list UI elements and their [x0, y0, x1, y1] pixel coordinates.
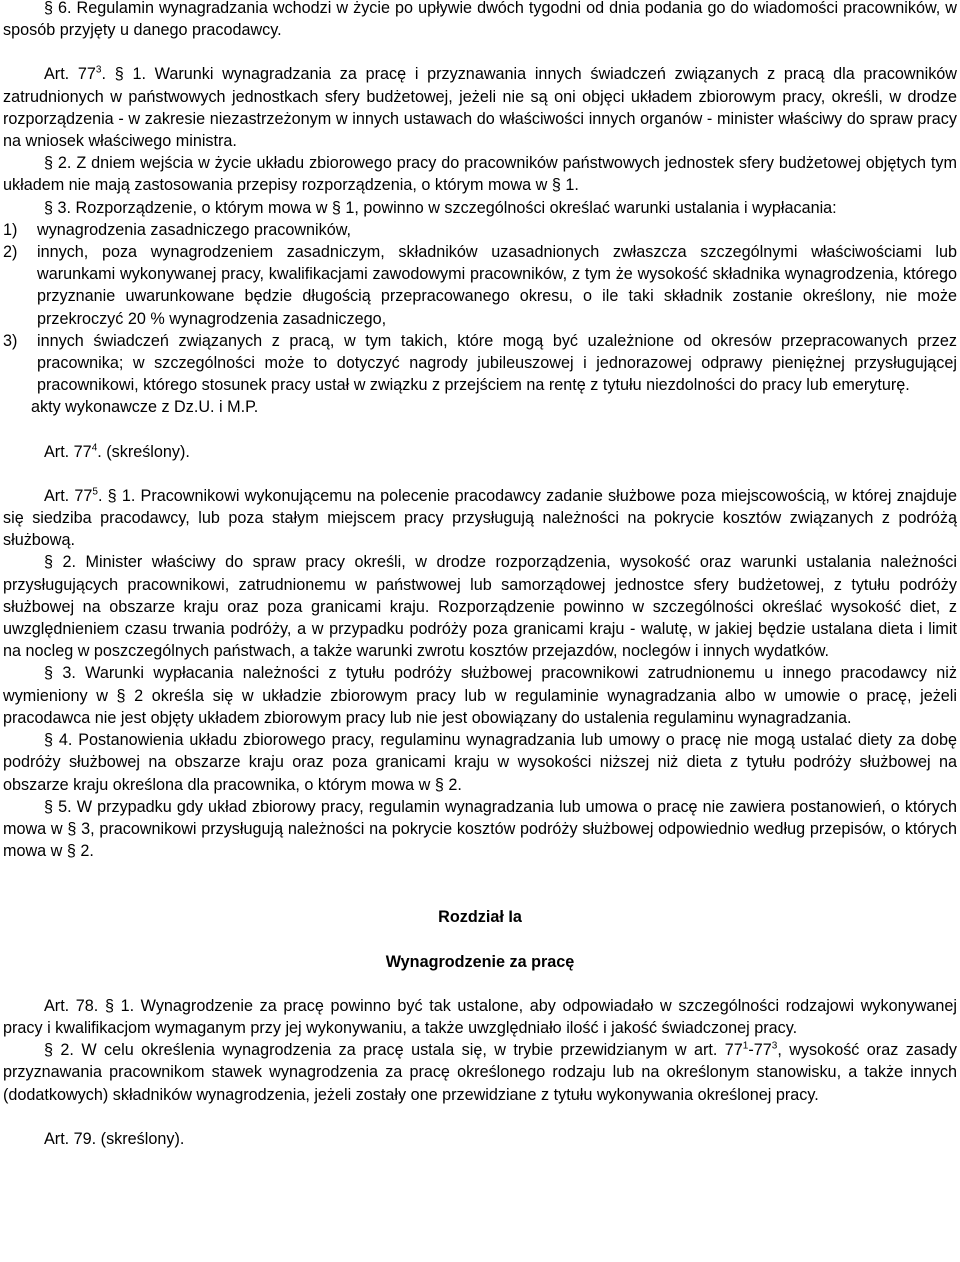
list-item [3, 241, 957, 330]
list-item-text: wynagrodzenia zasadniczego pracowników, [37, 220, 352, 239]
art-78-sup-2: 3 [771, 1040, 778, 1052]
list-item-text: innych, poza wynagrodzeniem zasadniczym, składników uzasadnionych zwłaszcza szczególnymi właściwościami lub warunkami wykonywanej pracy, kwalifikacjami zawodowymi pracowników, z tym że wysokość składnika wynagrodzenia, którego przyznanie uwarunkowane będzie długością przepracowanego okresu, o ile taki składnik zostanie określony, nie może przekroczyć 20 % wynagrodzenia zasadniczego, [37, 243, 957, 328]
art-77-3-para-3: § 3. Rozporządzenie, o którym mowa w § 1, powinno w szczególności określać warunki ustalania i wypłacania: [44, 198, 837, 217]
art-77-3-text-1: . § 1. Warunki wynagradzania za pracę i przyznawania innych świadczeń związanych z pracą dla pracowników zatrudnionych w państwowych jednostkach sfery budżetowej, jeżeli nie są oni objęci układem zbiorowym pracy, określi, w drodze rozporządzenia - w zakresie niezastrzeżonym w innych ustawach do właściwości innych organów - minister właściwy do spraw pracy na wniosek właściwego ministra. [3, 65, 957, 151]
art-77-5-para-5: § 5. W przypadku gdy układ zbiorowy pracy, regulamin wynagradzania lub umowa o pracę nie zawiera postanowień, o których mowa w § 3, pracownikowi przysługują należności na pokrycie kosztów podróży służbowej odpowiednio według przepisów, o których mowa w § 2. [3, 797, 957, 861]
art-77-3-list [3, 219, 957, 397]
list-item-number: 1) [3, 220, 18, 239]
art-78-text-1: § 1. Wynagrodzenie za pracę powinno być tak ustalone, aby odpowiadało w szczególności rodzajowi wykonywanej pracy i kwalifikacjom wymaganym przy jej wykonywaniu, a także uwzględniało ilość i jakość świadczonej pracy. [3, 996, 957, 1037]
art-77-5-label: Art. 77 [44, 486, 93, 505]
art-77-4-text: . (skreślony). [97, 442, 190, 461]
art-79-label: Art. 79. [44, 1129, 97, 1148]
art-77-3-para-2: § 2. Z dniem wejścia w życie układu zbiorowego pracy do pracowników państwowych jednostek sfery budżetowej objętych tym układem nie mają zastosowania przepisy rozporządzenia, o którym mowa w § 1. [3, 154, 957, 195]
chapter-title: Wynagrodzenie za pracę [385, 952, 575, 971]
art-77-5-sup: 5 [92, 486, 98, 498]
list-item [3, 219, 957, 241]
list-item-text: innych świadczeń związanych z pracą, w tym takich, które mogą być uzależnione od okresów przepracowanych przez pracownika; w szczególności może to dotyczyć nagrody jubileuszowej i jednorazowej odprawy pieniężnej przysługującej pracownikowi, którego stosunek pracy ustał w związku z przejściem na rentę z tytułu niezdolności do pracy lub emeryturę. [37, 331, 957, 395]
art-78-text-2a: § 2. W celu określenia wynagrodzenia za pracę ustala się, w trybie przewidzianym w art. 77 [44, 1041, 743, 1060]
chapter-number: Rozdział Ia [438, 908, 522, 927]
art-77-3-sup: 3 [95, 65, 102, 77]
art-77-4-sup: 4 [91, 442, 98, 454]
art-77-3-label: Art. 77 [44, 65, 96, 84]
art-78-para-2 [3, 1039, 957, 1106]
art-78-para-1 [3, 995, 957, 1039]
art-77-5-para-1 [3, 485, 957, 552]
list-item-number: 2) [3, 243, 18, 262]
art-78-sup-1: 1 [742, 1040, 749, 1052]
implementing-acts-note: akty wykonawcze z Dz.U. i M.P. [31, 398, 259, 417]
art-77-5-para-2: § 2. Minister właściwy do spraw pracy określi, w drodze rozporządzenia, wysokość oraz warunki ustalania należności przysługujących pracownikowi, zatrudnionemu w państwowej lub samorządowej jednostce sfery budżetowej, z tytułu podróży służbowej na obszarze kraju oraz poza granicami kraju. Rozporządzenie powinno w szczególności określać wysokość diet, z uwzględnieniem czasu trwania podróży, a w przypadku podróży poza granicami kraju - walutę, w jakiej będzie ustalana dieta i limit na nocleg w poszczególnych państwach, a także warunki zwrotu kosztów przejazdów, noclegów i innych wydatków. [3, 553, 957, 661]
list-item-number: 3) [3, 331, 18, 350]
paragraph-6: § 6. Regulamin wynagradzania wchodzi w życie po upływie dwóch tygodni od dnia podania go do wiadomości pracowników, w sposób przyjęty u danego pracodawcy. [3, 0, 957, 40]
art-77-3-para-1 [3, 63, 957, 152]
art-79 [44, 1128, 957, 1150]
document-page [3, 0, 957, 1150]
art-77-4-label: Art. 77 [44, 442, 92, 461]
list-item [3, 330, 957, 397]
art-77-4 [44, 441, 957, 463]
art-77-5-para-4: § 4. Postanowienia układu zbiorowego pracy, regulaminu wynagradzania lub umowy o pracę nie mogą ustalać diety za dobę podróży służbowej na obszarze kraju oraz poza granicami kraju w wysokości niższej niż dieta z tytułu podróży służbowej na obszarze kraju określona dla pracownika, o którym mowa w § 2. [3, 731, 957, 794]
art-78-label: Art. 78. [44, 996, 99, 1015]
art-78-text-2c: , wysokość oraz zasady przyznawania pracownikom stawek wynagrodzenia za pracę określonego rodzaju lub na określonym stanowisku, a także innych (dodatkowych) składników wynagrodzenia, jeżeli zostały one przewidziane z tytułu wykonywania określonej pracy. [3, 1041, 958, 1104]
art-78-text-2b: -77 [748, 1041, 772, 1060]
art-77-5-para-3: § 3. Warunki wypłacania należności z tytułu podróży służbowej pracownikowi zatrudnionemu u innego pracodawcy niż wymieniony w § 2 określa się w układzie zbiorowym pracy lub w regulaminie wynagradzania albo w umowie o pracę, jeżeli pracodawca nie jest objęty układem zbiorowym pracy lub nie jest obowiązany do ustalenia regulaminu wynagradzania. [3, 664, 957, 727]
art-79-text: (skreślony). [96, 1129, 185, 1148]
art-77-5-text-1: . § 1. Pracownikowi wykonującemu na polecenie pracodawcy zadanie służbowe poza miejscowością, w której znajduje się siedziba pracodawcy, lub poza stałym miejscem pracy przysługują należności na pokrycie kosztów związanych z podróżą służbową. [3, 486, 958, 550]
